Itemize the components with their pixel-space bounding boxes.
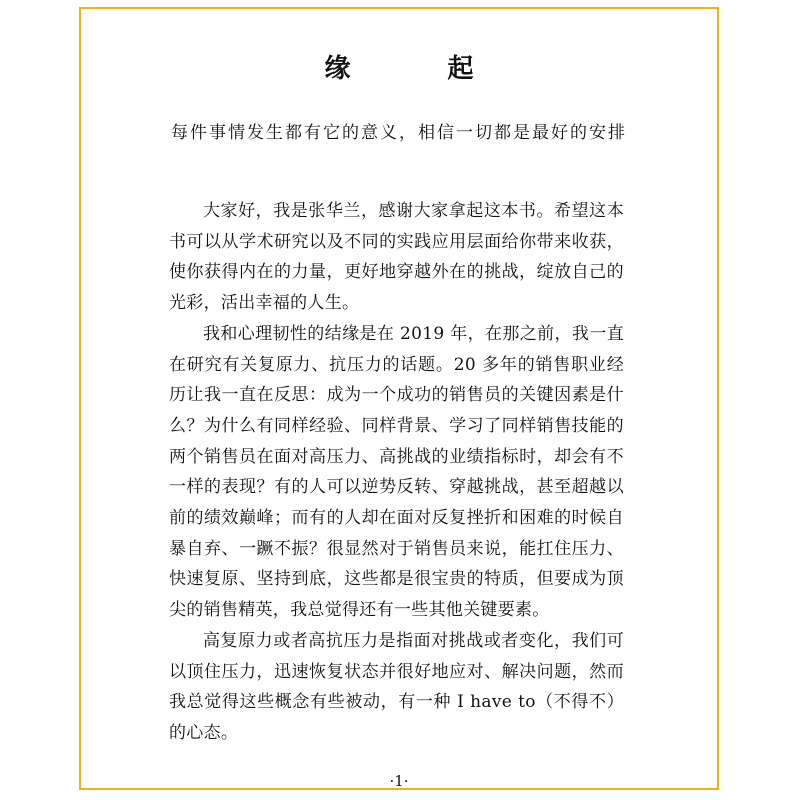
page-frame bbox=[79, 7, 719, 790]
paragraph-1: 大家好，我是张华兰，感谢大家拿起这本书。希望这本书可以从学术研究以及不同的实践应用层面给你带来收获，使你获得内在的力量，更好地穿越外在的挑战，绽放自己的光彩，活出幸福的人生。 bbox=[169, 201, 624, 314]
paragraph-2: 我和心理韧性的结缘是在 2019 年，在那之前，我一直在研究有关复原力、抗压力的话题。20 多年的销售职业经历让我一直在反思：成为一个成功的销售员的关键因素是什么？为什么有同样经验、同样背景、学习了同样销售技能的两个销售员在面对高压力、高挑战的业绩指标时，却会有不一样的表现？有的人可以逆势反转、穿越挑战，甚至超越以前的绩效巅峰；而有的人却在面对反复挫折和困难的时候自暴自弃、一蹶不振？很显然对于销售员来说，能扛住压力、快速复原、坚持到底，这些都是很宝贵的特质，但要成为顶尖的销售精英，我总觉得还有一些其他关键要素。 bbox=[169, 323, 624, 621]
epigraph: 每件事情发生都有它的意义，相信一切都是最好的安排 bbox=[171, 123, 627, 143]
body-text bbox=[169, 196, 624, 749]
page-number: ·1· bbox=[389, 772, 409, 790]
paragraph-3: 高复原力或者高抗压力是指面对挑战或者变化，我们可以顶住压力，迅速恢复状态并很好地应对、解决问题，然而我总觉得这些概念有些被动，有一种 I have to（不得不）的心态。 bbox=[169, 630, 624, 743]
page-title: 缘 起 bbox=[324, 54, 518, 84]
